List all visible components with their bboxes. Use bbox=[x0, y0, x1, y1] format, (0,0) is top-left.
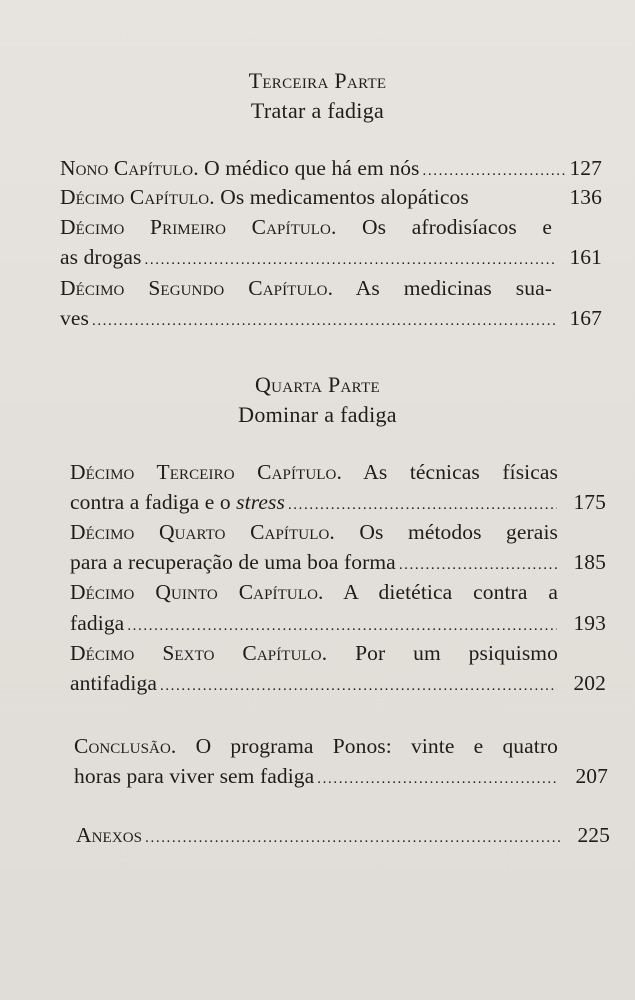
chapter-label: Conclusão. bbox=[74, 734, 177, 758]
page-number: 161 bbox=[569, 245, 602, 269]
chapter-title: As medicinas sua- bbox=[355, 276, 553, 300]
part-title: Dominar a fadiga bbox=[238, 402, 397, 427]
chapter-label: Décimo Quinto Capítulo. bbox=[70, 580, 324, 604]
toc-entry-line1 bbox=[60, 215, 552, 240]
toc-entry-line1 bbox=[60, 276, 552, 301]
chapter-title: Os afrodisíacos e bbox=[362, 215, 552, 239]
toc-entry-line1 bbox=[70, 580, 558, 605]
toc-entry bbox=[60, 156, 602, 181]
chapter-title-cont: as drogas bbox=[60, 245, 142, 269]
chapter-label: Anexos bbox=[76, 823, 143, 847]
toc-entry-line1 bbox=[70, 641, 558, 666]
toc-entry-line2 bbox=[60, 245, 602, 270]
chapter-title: O médico que há em nós bbox=[204, 156, 420, 180]
chapter-title-cont: ves bbox=[60, 306, 89, 330]
chapter-title-cont: antifadiga bbox=[70, 671, 157, 695]
chapter-title-cont: fadiga bbox=[70, 611, 125, 635]
toc-entry-line2 bbox=[70, 490, 606, 515]
dot-leader bbox=[399, 557, 558, 574]
dot-leader bbox=[423, 163, 566, 180]
page-number: 167 bbox=[569, 306, 602, 330]
chapter-title-cont: horas para viver sem fadiga bbox=[74, 764, 315, 788]
page-number: 207 bbox=[575, 764, 608, 788]
chapter-label: Décimo Primeiro Capítulo. bbox=[60, 215, 337, 239]
page-number: 185 bbox=[573, 550, 606, 574]
toc-entry-line1 bbox=[74, 734, 558, 759]
chapter-label: Décimo Quarto Capítulo. bbox=[70, 520, 335, 544]
toc-entry-line2 bbox=[70, 550, 606, 575]
toc-entry-line2 bbox=[60, 306, 602, 331]
chapter-title-italic: stress bbox=[236, 490, 285, 514]
dot-leader bbox=[145, 252, 558, 269]
page-number: 225 bbox=[577, 823, 610, 847]
dot-leader bbox=[288, 497, 557, 514]
dot-leader bbox=[92, 313, 557, 330]
chapter-label: Décimo Segundo Capítulo. bbox=[60, 276, 334, 300]
page-number: 193 bbox=[573, 611, 606, 635]
toc-entry bbox=[76, 823, 610, 848]
dot-leader bbox=[317, 771, 559, 788]
dot-leader bbox=[145, 830, 561, 847]
toc-entry-line2 bbox=[74, 764, 608, 789]
dot-leader bbox=[127, 618, 557, 635]
dot-leader bbox=[160, 678, 557, 695]
chapter-label: Nono Capítulo. bbox=[60, 156, 199, 180]
part-label: Terceira Parte bbox=[248, 68, 387, 93]
chapter-title-cont: contra a fadiga e o bbox=[70, 490, 237, 514]
page-number: 136 bbox=[569, 185, 602, 209]
chapter-title: Por um psiquismo bbox=[355, 641, 558, 665]
toc-entry-line2 bbox=[70, 611, 606, 636]
part-label: Quarta Parte bbox=[254, 372, 381, 397]
toc-entry bbox=[60, 185, 602, 210]
chapter-label: Décimo Capítulo. bbox=[60, 185, 215, 209]
page-number: 127 bbox=[569, 156, 602, 180]
chapter-title: Os métodos gerais bbox=[359, 520, 558, 544]
toc-entry-line1 bbox=[70, 520, 558, 545]
chapter-label: Décimo Terceiro Capítulo. bbox=[70, 460, 342, 484]
chapter-title: A dietética contra a bbox=[343, 580, 558, 604]
chapter-title-cont: para a recuperação de uma boa forma bbox=[70, 550, 396, 574]
chapter-title: O programa Ponos: vinte e quatro bbox=[195, 734, 558, 758]
page-number: 202 bbox=[573, 671, 606, 695]
chapter-label: Décimo Sexto Capítulo. bbox=[70, 641, 328, 665]
chapter-title: Os medicamentos alopáticos bbox=[220, 185, 469, 209]
page-number: 175 bbox=[573, 490, 606, 514]
chapter-title: As técnicas físicas bbox=[363, 460, 558, 484]
toc-entry-line2 bbox=[70, 671, 606, 696]
toc-entry-line1 bbox=[70, 460, 558, 485]
part-title: Tratar a fadiga bbox=[250, 98, 385, 123]
